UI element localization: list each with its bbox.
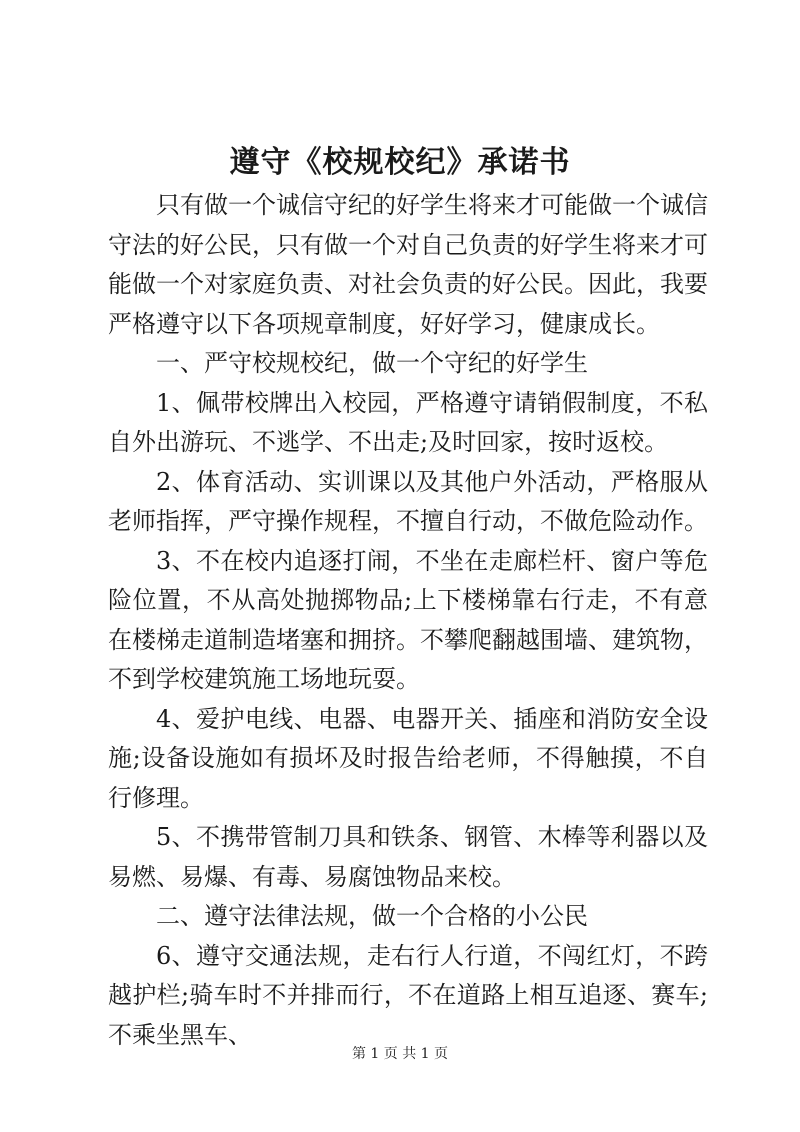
rule-item-2: 2、体育活动、实训课以及其他户外活动，严格服从老师指挥，严守操作规程，不擅自行动，不做危险动作。 — [108, 467, 708, 535]
document-body — [108, 186, 708, 1055]
rule-item-3: 3、不在校内追逐打闹，不坐在走廊栏杆、窗户等危险位置，不从高处抛掷物品;上下楼梯靠右行走，不有意在楼梯走道制造堵塞和拥挤。不攀爬翻越围墙、建筑物，不到学校建筑施工场地玩耍。 — [108, 546, 708, 693]
rule-item-5: 5、不携带管制刀具和铁条、钢管、木棒等利器以及易燃、易爆、有毒、易腐蚀物品来校。 — [108, 823, 708, 891]
rule-item-6: 6、遵守交通法规，走右行人行道，不闯红灯，不跨越护栏;骑车时不并排而行，不在道路上相互追逐、赛车;不乘坐黑车、 — [108, 941, 708, 1049]
page-footer: 第 1 页 共 1 页 — [351, 1046, 449, 1062]
document-title: 遵守《校规校纪》承诺书 — [229, 145, 571, 180]
section-heading-1: 一、严守校规校纪，做一个守纪的好学生 — [156, 349, 588, 377]
intro-paragraph: 只有做一个诚信守纪的好学生将来才可能做一个诚信守法的好公民，只有做一个对自己负责的好学生将来才可能做一个对家庭负责、对社会负责的好公民。因此，我要严格遵守以下各项规章制度，好好学习，健康成长。 — [108, 191, 708, 338]
section-heading-2: 二、遵守法律法规，做一个合格的小公民 — [156, 902, 588, 930]
rule-item-4: 4、爱护电线、电器、电器开关、插座和消防安全设施;设备设施如有损坏及时报告给老师，不得触摸，不自行修理。 — [108, 704, 708, 812]
rule-item-1: 1、佩带校牌出入校园，严格遵守请销假制度，不私自外出游玩、不逃学、不出走;及时回家，按时返校。 — [108, 388, 708, 456]
